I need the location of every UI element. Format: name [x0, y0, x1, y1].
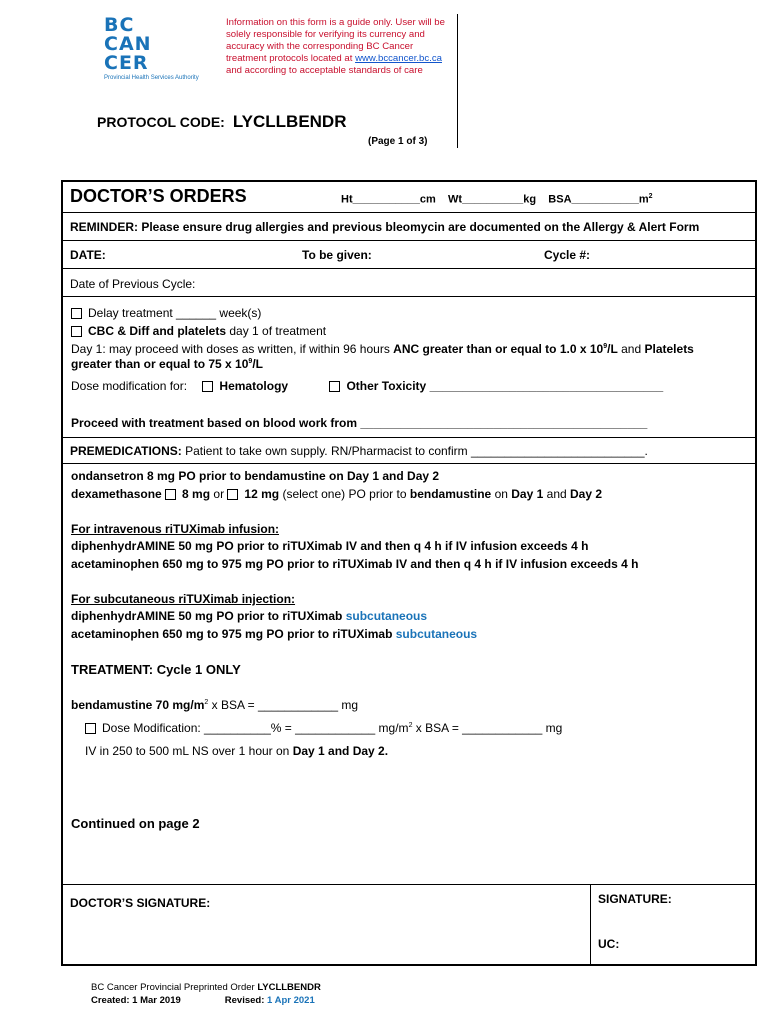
iv-rituximab-heading: For intravenous riTUXimab infusion: — [71, 522, 280, 536]
anc-threshold: ANC greater than or equal to 1.0 x 10 — [393, 342, 604, 356]
dex-day2: Day 2 — [570, 487, 603, 501]
footer-line-1 — [91, 981, 321, 994]
premedications-row — [63, 438, 755, 464]
bendamustine-dose: bendamustine 70 mg/m — [71, 698, 205, 712]
dex-8mg-checkbox[interactable] — [165, 489, 176, 500]
iv-administration-line — [85, 744, 388, 758]
dex-12mg-checkbox[interactable] — [227, 489, 238, 500]
day1-text: Day 1: may proceed with doses as written, if within 96 hours — [71, 342, 394, 356]
reminder-text: REMINDER: Please ensure drug allergies and previous bleomycin are documented on the Allergy & Alert Form — [70, 220, 700, 234]
header-row — [63, 182, 755, 213]
logo-subtitle: Provincial Health Services Authority — [104, 75, 199, 81]
premed-label: PREMEDICATIONS: — [70, 444, 182, 458]
delay-label: Delay treatment ______ week(s) — [88, 306, 262, 320]
orders-body — [63, 464, 755, 885]
to-be-given-label: To be given: — [302, 248, 372, 262]
previous-cycle-row — [63, 269, 755, 297]
protocol-code — [97, 112, 346, 132]
platelets-label: Platelets — [644, 342, 694, 356]
iv-diphenhydramine-line: diphenhydrAMINE 50 mg PO prior to riTUXimab IV and then q 4 h if IV infusion exceeds 4 h — [71, 539, 589, 553]
measurements-text: Ht___________cm Wt__________kg BSA___________m — [341, 193, 649, 206]
dex-bendamustine: bendamustine — [409, 487, 492, 501]
dex-12mg: 12 mg — [244, 487, 280, 501]
sc-acet-route: subcutaneous — [395, 627, 478, 641]
date-row — [63, 241, 755, 269]
day1-line: Day 1: may proceed with doses as written, if within 96 hours ANC greater than or equal to 1.0 x $10^9/L$ and Platelets — [71, 342, 694, 356]
platelets-line: greater than or equal to 75 x $10^9/L$ — [71, 357, 263, 371]
date-label: DATE: — [70, 248, 106, 262]
footer-order-text: BC Cancer Provincial Preprinted Order — [91, 982, 258, 993]
iv-acetaminophen-line: acetaminophen 650 mg to 975 mg PO prior to riTUXimab IV and then q 4 h if IV infusion exceeds 4 h — [71, 557, 639, 571]
cbc-checkbox[interactable] — [71, 326, 82, 337]
proceed-line: Proceed with treatment based on blood work from ___________________________________________ — [71, 416, 648, 430]
iv-administration-text: IV in 250 to 500 mL NS over 1 hour on — [85, 744, 293, 758]
day1-and: and — [617, 342, 645, 356]
hematology-label: Hematology — [219, 379, 289, 393]
protocol-label: PROTOCOL CODE: — [97, 114, 225, 130]
sc-diphenhydramine-line — [71, 609, 427, 623]
sc-acet-text: acetaminophen 650 mg to 975 mg PO prior to riTUXimab — [71, 627, 396, 641]
logo-line-1: BC — [104, 14, 135, 36]
iv-days: Day 1 and Day 2. — [292, 744, 389, 758]
dex-name: dexamethasone — [71, 487, 162, 501]
dose-modification-bsa: x BSA = ____________ mg — [412, 721, 563, 735]
other-toxicity-label: Other Toxicity ___________________________________ — [346, 379, 664, 393]
other-toxicity-checkbox[interactable] — [329, 381, 340, 392]
footer-line-2 — [91, 994, 321, 1007]
form-title: DOCTOR’S ORDERS — [70, 186, 247, 206]
premed-text: Patient to take own supply. RN/Pharmacist to confirm __________________________. — [181, 444, 648, 458]
disclaimer — [226, 17, 452, 77]
sc-diph-route: subcutaneous — [345, 609, 428, 623]
ondansetron-line — [71, 469, 439, 483]
footer — [91, 981, 321, 1007]
footer-protocol-code: LYCLLBENDR — [257, 982, 321, 993]
footer-revised-date: 1 Apr 2021 — [267, 995, 315, 1006]
doctor-signature-label: DOCTOR’S SIGNATURE: — [70, 896, 211, 910]
cbc-label: CBC & Diff and platelets — [88, 324, 227, 338]
bccancer-link[interactable]: www.bccancer.bc.ca — [355, 53, 442, 64]
logo-line-3: CER — [104, 52, 149, 74]
dex-and: and — [546, 487, 567, 501]
dex-day1: Day 1 — [511, 487, 544, 501]
dose-mod-line — [71, 379, 663, 393]
dose-modification-line: Dose Modification: __________% = ____________ $mg/m^2$ x BSA = ____________ mg — [85, 721, 562, 735]
measurements: Ht___________cm Wt__________kg $BSA\_\_\_\_\_\_\_\_\_\_\_m^2$ — [341, 193, 653, 206]
dex-8mg: 8 mg — [182, 487, 211, 501]
reminder-row — [63, 213, 755, 241]
cbc-line — [71, 324, 326, 338]
signature-label: SIGNATURE: — [598, 892, 672, 906]
hematology-checkbox[interactable] — [202, 381, 213, 392]
dex-select: (select one) PO prior to — [282, 487, 407, 501]
anc-unit: /L — [607, 342, 618, 356]
premed-header — [70, 444, 648, 458]
sc-acetaminophen-line — [71, 627, 477, 641]
lab-checks-section — [63, 297, 755, 438]
platelets-unit: /L — [252, 357, 263, 371]
dex-or: or — [213, 487, 225, 501]
disclaimer-text-2: and according to acceptable standards of care — [226, 65, 423, 76]
dose-modification-text: Dose Modification: __________% = ____________ mg/m — [102, 721, 409, 735]
cycle-label: Cycle #: — [544, 248, 591, 262]
ondansetron-text: ondansetron 8 mg PO prior to bendamustine on Day 1 and Day 2 — [71, 469, 440, 483]
uc-label: UC: — [598, 937, 620, 951]
doctors-orders-form — [61, 180, 757, 966]
cbc-rest: day 1 of treatment — [226, 324, 327, 338]
dexamethasone-line — [71, 487, 602, 501]
bendamustine-line: bendamustine 70 $mg/m^2$ x BSA = ____________ mg — [71, 698, 359, 712]
continued-note: Continued on page 2 — [71, 816, 200, 831]
previous-cycle-label: Date of Previous Cycle: — [70, 277, 196, 291]
logo-line-2: CAN — [104, 33, 152, 55]
bc-cancer-logo — [104, 16, 224, 98]
footer-revised-label: Revised: — [224, 995, 268, 1006]
protocol-code-value: LYCLLBENDR — [232, 112, 347, 131]
delay-treatment-line — [71, 306, 261, 320]
sc-rituximab-heading: For subcutaneous riTUXimab injection: — [71, 592, 296, 606]
treatment-heading: TREATMENT: Cycle 1 ONLY — [71, 662, 241, 677]
footer-created: Created: 1 Mar 2019 — [91, 995, 181, 1006]
dose-mod-label: Dose modification for: — [71, 379, 188, 393]
page-indicator: (Page 1 of 3) — [368, 136, 428, 147]
platelets-threshold: greater than or equal to 75 x 10 — [71, 357, 249, 371]
dex-on: on — [494, 487, 508, 501]
dose-modification-checkbox[interactable] — [85, 723, 96, 734]
delay-checkbox[interactable] — [71, 308, 82, 319]
signature-section — [63, 885, 755, 964]
bendamustine-bsa: x BSA = ____________ mg — [208, 698, 359, 712]
signature-divider — [590, 885, 591, 964]
header-divider — [457, 14, 458, 148]
sc-diph-text: diphenhydrAMINE 50 mg PO prior to riTUXimab — [71, 609, 346, 623]
disclaimer-text-1: Information on this form is a guide only. User will be solely responsible for verifying its currency and accuracy with the corresponding BC Cancer treatment protocols located at — [226, 17, 445, 64]
